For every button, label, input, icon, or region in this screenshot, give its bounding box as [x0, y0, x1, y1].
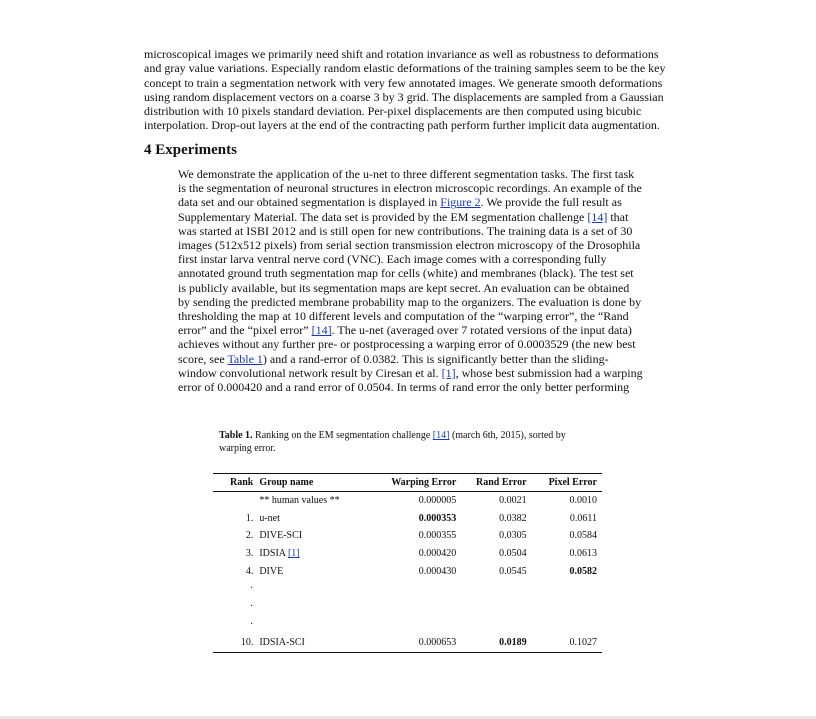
cell-warping-error: 0.000355	[418, 530, 457, 542]
cell-rand-error: 0.0189	[499, 637, 527, 649]
cell-pixel-error: 0.0584	[569, 530, 597, 542]
citation-link-1[interactable]: [1]	[287, 548, 300, 560]
paragraph-text: that was started at ISBI 2012 and is still open for new contributions. The training data is a set of 30 images (512x512 pixels) from serial section transmission electron microscopy of the Drosophila first instar larva ventral nerve cord (VNC). Each image comes with a corresponding fully annotated ground truth segmentation map for cells (white) and membranes (black). The test set is publicly available, but its segmentation maps are kept secret. An evaluation can be obtained by sending the predicted membrane probability map to the organizers. The evaluation is done by thresholding the map at 10 different levels and computation of the “warping error”, the “Rand error” and the “pixel error”	[178, 209, 642, 338]
citation-link-14[interactable]: [14]	[587, 209, 608, 224]
cell-warping-error: 0.000653	[418, 637, 457, 649]
header-rank: Rank	[229, 477, 254, 488]
table-1-link[interactable]: Table 1	[227, 351, 263, 366]
ellipsis-dot: ·	[249, 583, 254, 595]
cell-rank: 10.	[240, 637, 254, 649]
table-caption-text: (march 6th, 2015), sorted by warping error.	[219, 430, 566, 454]
header-rand-error: Rand Error	[475, 477, 527, 488]
paragraph-text: , whose best submission had a warping error of 0.000420 and a rand error of 0.0504. In terms of rand error the only better performing	[178, 365, 643, 395]
table-caption	[219, 429, 599, 455]
table-row	[213, 510, 602, 528]
cell-pixel-error: 0.0582	[569, 565, 597, 577]
cell-pixel-error: 0.0611	[569, 512, 597, 524]
ellipsis-row	[213, 616, 602, 634]
ranking-table	[213, 473, 602, 653]
paragraph-text: . The u-net (averaged over 7 rotated versions of the input data) achieves without any further pre- or postprocessing a warping error of 0.0003529 (the new best score, see	[178, 323, 636, 366]
header-group-name: Group name	[259, 477, 314, 488]
ellipsis-dot: ·	[249, 619, 254, 631]
cell-pixel-error: 0.1027	[569, 637, 597, 649]
cell-rank: 3.	[245, 548, 254, 560]
cell-warping-error: 0.000005	[418, 495, 457, 507]
cell-rand-error: 0.0545	[499, 565, 527, 577]
table-caption-label: Table 1.	[219, 430, 253, 441]
paragraph-experiments	[178, 167, 643, 394]
cell-pixel-error: 0.0010	[569, 495, 597, 507]
table-header-row	[213, 474, 602, 492]
paragraph-augmentation: microscopical images we primarily need shift and rotation invariance as well as robustness to deformations and gray value variations. Especially random elastic deformations of the training samples seem to be the key concept to train a segmentation network with very few annotated images. We generate smooth deformations using random displacement vectors on a coarse 3 by 3 grid. The displacements are sampled from a Gaussian distribution with 10 pixels standard deviation. Per-pixel displacements are then computed using bicubic interpolation. Drop-out layers at the end of the contracting path perform further implicit data augmentation.	[144, 47, 666, 133]
cell-rand-error: 0.0504	[499, 548, 527, 560]
citation-link-1[interactable]: [1]	[441, 365, 456, 380]
paragraph-text: . We provide the full result as Supplementary Material. The data set is provided by the EM segmentation challenge	[178, 195, 622, 224]
cell-rand-error: 0.0382	[499, 512, 527, 524]
paragraph-text: ) and a rand-error of 0.0382. This is significantly better than the sliding-window convolutional network result by Ciresan et al.	[178, 351, 609, 380]
citation-link-14[interactable]: [14]	[432, 430, 450, 441]
figure-2-link[interactable]: Figure 2	[440, 195, 481, 210]
table-caption-text: Ranking on the EM segmentation challenge	[252, 430, 433, 441]
cell-rand-error: 0.0305	[499, 530, 527, 542]
header-warping-error: Warping Error	[391, 477, 457, 488]
table-row	[213, 545, 602, 563]
cell-rank: 4.	[245, 565, 254, 577]
cell-warping-error: 0.000420	[418, 548, 457, 560]
cell-rank: 2.	[245, 530, 254, 542]
cell-warping-error: 0.000353	[418, 512, 457, 524]
cell-group-name: DIVE	[259, 565, 284, 577]
group-name-text: IDSIA	[259, 548, 288, 560]
ellipsis-row	[213, 580, 602, 598]
cell-group-name: ** human values **	[259, 495, 340, 507]
header-pixel-error: Pixel Error	[548, 477, 597, 488]
cell-group-name	[259, 545, 366, 563]
cell-group-name: DIVE-SCI	[259, 530, 303, 542]
citation-link-14[interactable]: [14]	[311, 323, 332, 338]
cell-pixel-error: 0.0613	[569, 548, 597, 560]
cell-rank: 1.	[245, 512, 254, 524]
table-row	[213, 527, 602, 545]
table-row	[213, 634, 602, 652]
cell-group-name: IDSIA-SCI	[259, 637, 305, 649]
cell-group-name: u-net	[259, 512, 280, 524]
paragraph-text: We demonstrate the application of the u-net to three different segmentation tasks. The first task is the segmentation of neuronal structures in electron microscopic recordings. An example of the data set and our obtained segmentation is displayed in	[178, 167, 642, 210]
ellipsis-row	[213, 598, 602, 616]
cell-warping-error: 0.000430	[418, 565, 457, 577]
table-row	[213, 492, 602, 510]
cell-rand-error: 0.0021	[499, 495, 527, 507]
cell-rank	[213, 492, 259, 510]
ellipsis-dot: ·	[249, 601, 254, 613]
table-row	[213, 562, 602, 580]
section-heading-experiments: 4 Experiments	[144, 142, 237, 158]
